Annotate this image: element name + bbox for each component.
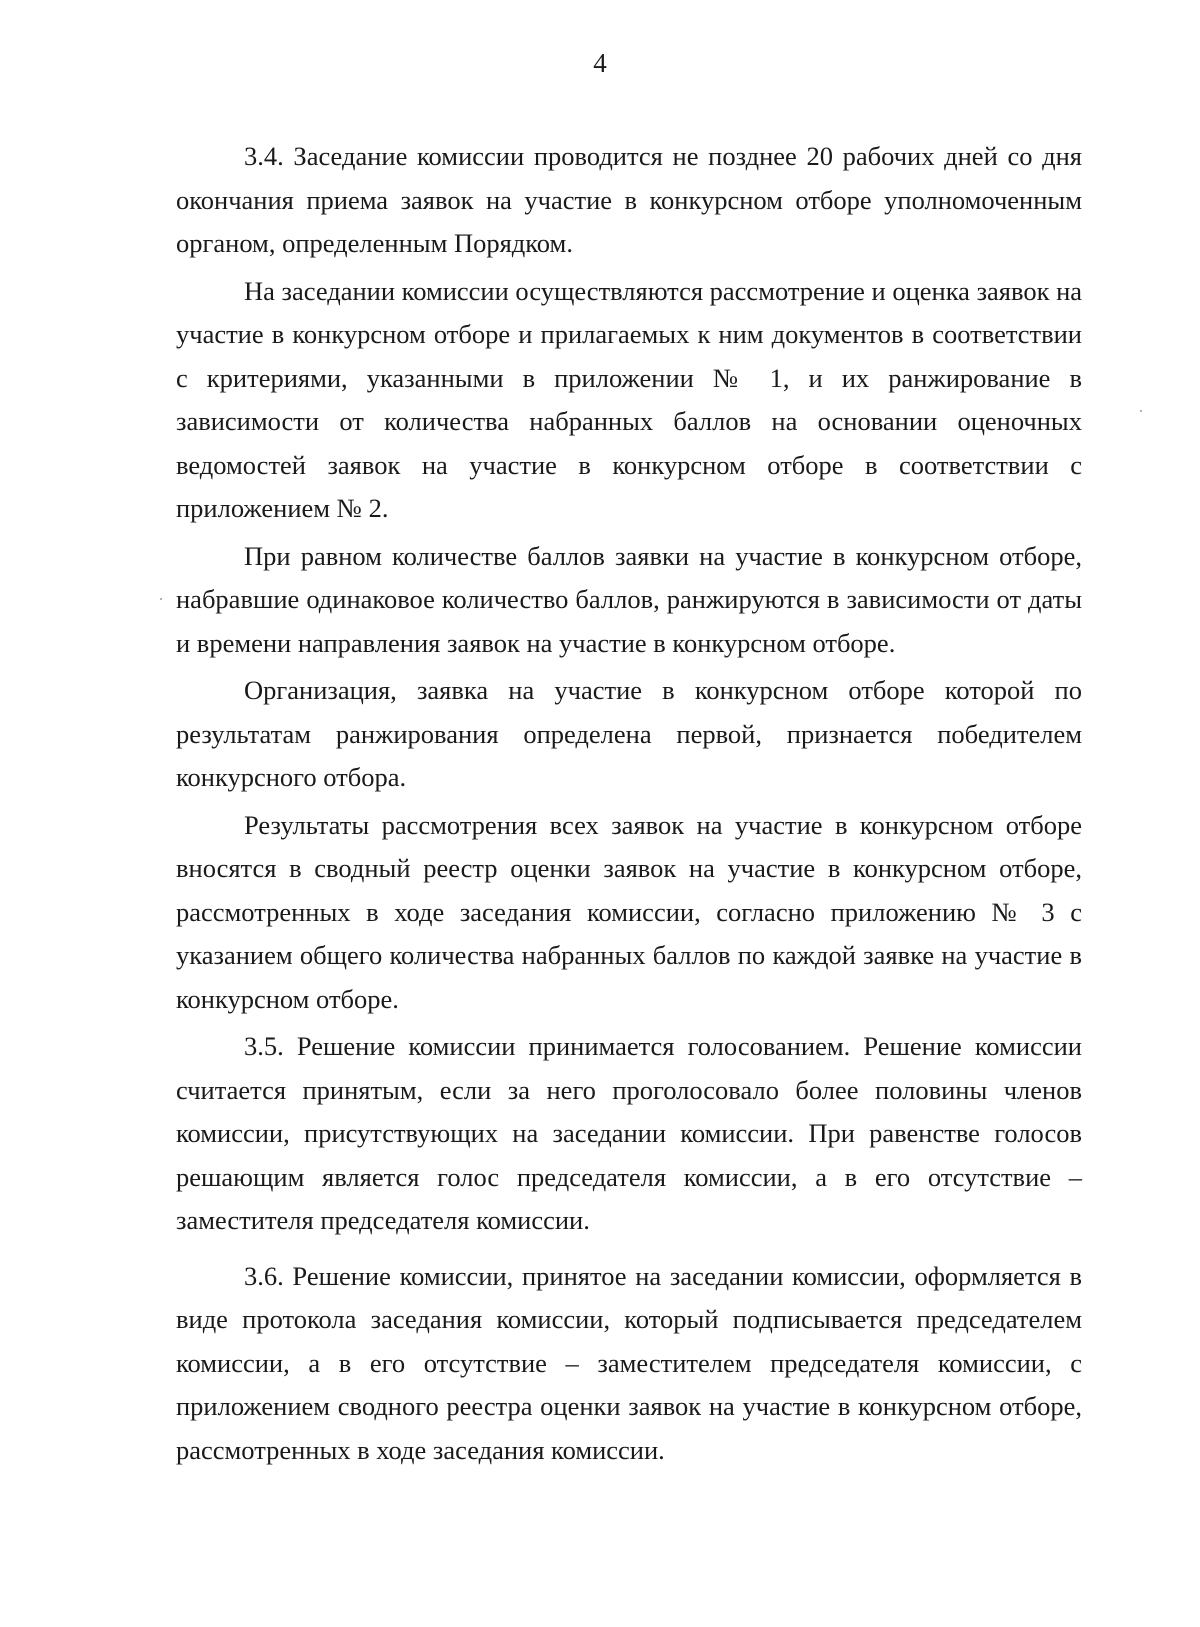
paragraph-3-6: 3.6. Решение комиссии, принятое на заседании комиссии, оформляется в виде протокола заседания комиссии, который подписывается председателем комиссии, а в его отсутствие – заместителем председателя комиссии, с приложением сводного реестра оценки заявок на участие в конкурсном отборе, рассмотренных в ходе заседания комиссии. [176,1260,1082,1465]
scan-speck [160,598,162,600]
paragraph-winner: Организация, заявка на участие в конкурсном отборе которой по результатам ранжирования определена первой, признается победителем конкурсного отбора. [176,675,1082,792]
document-body [176,135,1082,1472]
paragraph-3-5: 3.5. Решение комиссии принимается голосованием. Решение комиссии считается принятым, если за него проголосовало более половины членов комиссии, присутствующих на заседании комиссии. При равенстве голосов решающим является голос председателя комиссии, а в его отсутствие – заместителя председателя комиссии. [176,1031,1082,1235]
paragraph-registry: Результаты рассмотрения всех заявок на участие в конкурсном отборе вносятся в сводный реестр оценки заявок на участие в конкурсном отборе, рассмотренных в ходе заседания комиссии, согласно приложению № 3 с указанием общего количества набранных баллов по каждой заявке на участие в конкурсном отборе. [176,809,1082,1014]
paragraph-equal-points: При равном количестве баллов заявки на участие в конкурсном отборе, набравшие одинаковое количество баллов, ранжируются в зависимости от даты и времени направления заявок на участие в конкурсном отборе. [176,540,1082,658]
paragraph-review: На заседании комиссии осуществляются рассмотрение и оценка заявок на участие в конкурсном отборе и прилагаемых к ним документов в соответствии с критериями, указанными в приложении № 1, и их ранжирование в зависимости от количества набранных баллов на основании оценочных ведомостей заявок на участие в конкурсном отборе в соответствии с приложением № 2. [176,275,1083,523]
scan-speck [1140,410,1142,412]
page-number: 4 [593,48,607,78]
paragraph-3-4: 3.4. Заседание комиссии проводится не позднее 20 рабочих дней со дня окончания приема заявок на участие в конкурсном отборе уполномоченным органом, определенным Порядком. [176,141,1082,258]
